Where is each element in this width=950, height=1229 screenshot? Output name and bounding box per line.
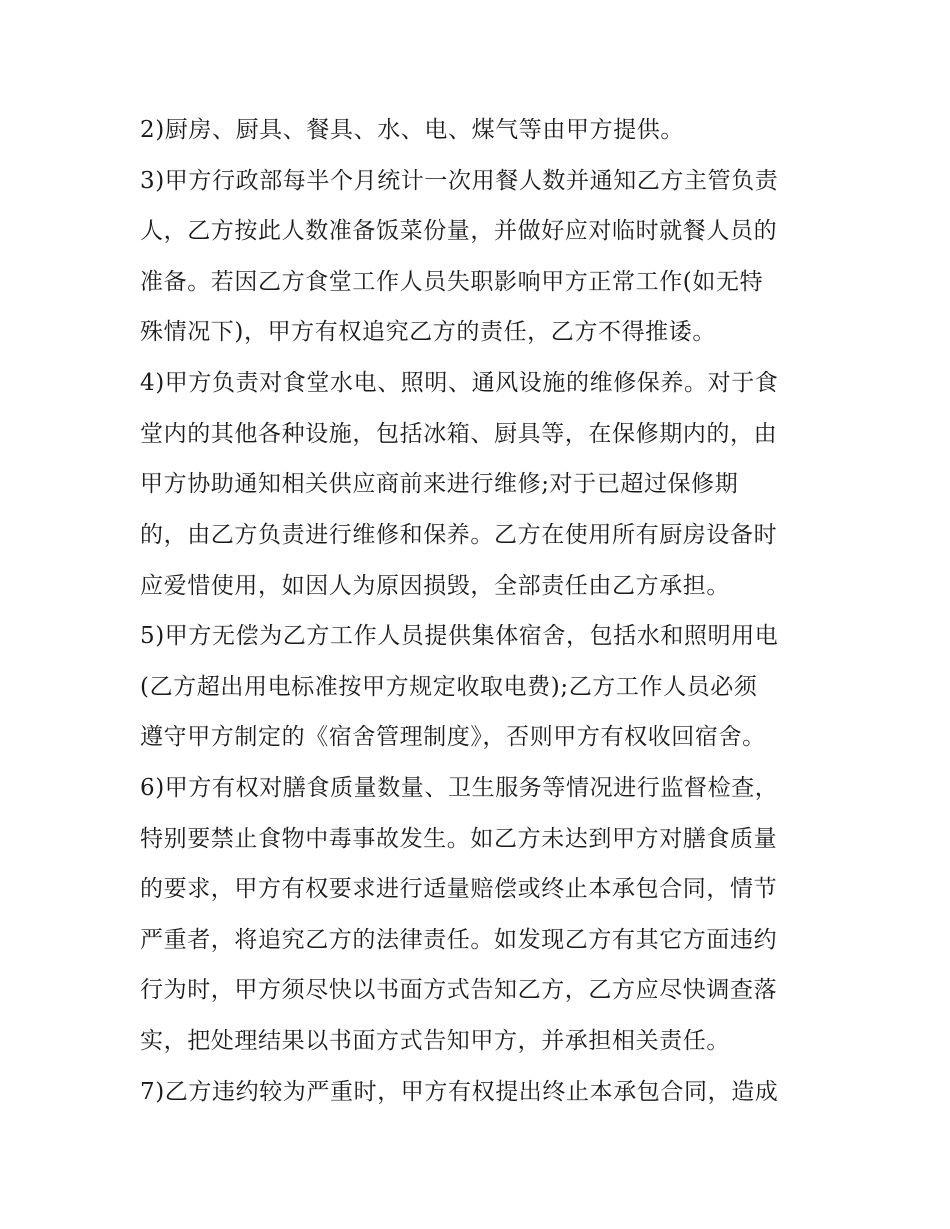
- text-line: 行为时，甲方须尽快以书面方式告知乙方，乙方应尽快调查落: [140, 977, 778, 1003]
- text-line: (乙方超出用电标准按甲方规定收取电费);乙方工作人员必须: [140, 674, 758, 700]
- text-line: 严重者，将追究乙方的法律责任。如发现乙方有其它方面违约: [140, 927, 778, 953]
- text-line: 6)甲方有权对膳食质量数量、卫生服务等情况进行监督检查，: [140, 775, 779, 801]
- text-line: 人，乙方按此人数准备饭菜份量，并做好应对临时就餐人员的: [140, 218, 778, 244]
- text-line: 遵守甲方制定的《宿舍管理制度》，否则甲方有权收回宿舍。: [140, 724, 766, 750]
- text-line: 堂内的其他各种设施，包括冰箱、厨具等，在保修期内的，由: [140, 421, 778, 447]
- text-line: 殊情况下)，甲方有权追究乙方的责任，乙方不得推诿。: [140, 319, 716, 345]
- text-line: 的，由乙方负责进行维修和保养。乙方在使用所有厨房设备时: [140, 522, 778, 548]
- text-line: 应爱惜使用，如因人为原因损毁，全部责任由乙方承担。: [140, 573, 730, 599]
- text-line: 实，把处理结果以书面方式告知甲方，并承担相关责任。: [140, 1028, 730, 1054]
- text-line: 3)甲方行政部每半个月统计一次用餐人数并通知乙方主管负责: [140, 168, 779, 194]
- text-line: 的要求，甲方有权要求进行适量赔偿或终止本承包合同，情节: [140, 876, 778, 902]
- text-line: 特别要禁止食物中毒事故发生。如乙方未达到甲方对膳食质量: [140, 826, 778, 852]
- text-line: 4)甲方负责对食堂水电、照明、通风设施的维修保养。对于食: [140, 370, 779, 396]
- text-line: 甲方协助通知相关供应商前来进行维修;对于已超过保修期: [140, 471, 739, 497]
- text-line: 2)厨房、厨具、餐具、水、电、煤气等由甲方提供。: [140, 117, 685, 143]
- text-line: 7)乙方违约较为严重时，甲方有权提出终止本承包合同，造成: [140, 1079, 779, 1105]
- text-line: 5)甲方无偿为乙方工作人员提供集体宿舍，包括水和照明用电: [140, 623, 779, 649]
- text-line: 准备。若因乙方食堂工作人员失职影响甲方正常工作(如无特: [140, 269, 764, 295]
